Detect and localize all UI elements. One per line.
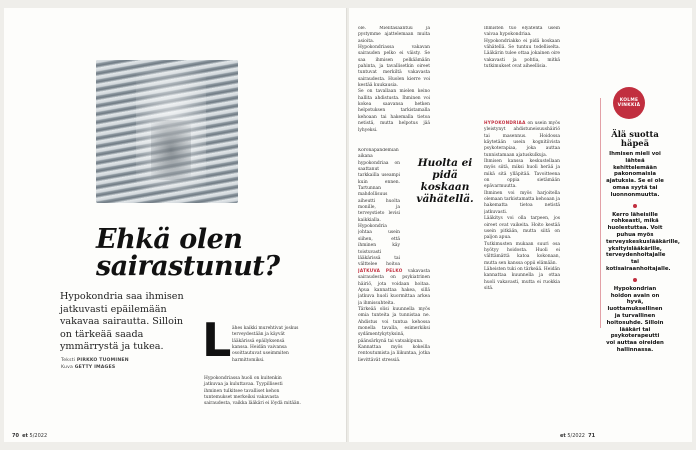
magazine-name-right: et: [560, 433, 566, 439]
bullet-dot-icon: [633, 278, 637, 282]
bullet-dot-icon: [633, 204, 637, 208]
col1-paragraph: Hypokondria johtaa usein siihen, että ihminen käy toistuvasti lääkärissä tai välttelee hoitoa: [358, 224, 400, 266]
magazine-name-left: et: [22, 433, 28, 439]
tip-item: [606, 211, 680, 273]
sidebar-rule: [600, 98, 601, 328]
folio-right: [560, 433, 595, 439]
col2-after-paragraph: Läheisten tuki on tärkeää. Heidän kannattaa kuunnella ja ottaa huoli vakavasti, mutta ei ruokkia sitä.: [484, 266, 560, 291]
tip-text: Ihmisen mieli voi lähteä kehittelemään pakonomaisia ajatuksia. Se ei ole omaa syytä tai luonnonmuutta.: [606, 151, 664, 198]
tip-item: [606, 130, 664, 199]
col1-kicker: JATKUVA PELKO: [358, 268, 403, 273]
credit-text-name: PIRKKO TUOMINEN: [76, 358, 129, 363]
window-blinds-photo: [96, 60, 238, 203]
col1-paragraph: Se on tavallaan mielen keino hallita ahdistusta. Ihminen voi kokea saavansa hetken helpotuksen tarkistamalla kehoaan tai hakemalla tietoa netistä, mutta helpotus jää lyhyeksi.: [358, 89, 430, 133]
issue-right: 5/2022: [567, 433, 585, 439]
credit-text-label: Teksti: [61, 358, 76, 363]
deck-text: Hypokondria saa ihmisen jatkuvasti epäilemään vakavaa sairautta. Silloin on tärkeää saada ymmärrystä ja tukea.: [60, 291, 184, 352]
badge-line-1: KOLME: [619, 98, 639, 103]
page-number-left: 70: [12, 433, 19, 439]
col1-after-paragraph: Kannattaa myös kokeilla rentoutumista ja liikuntaa, jotka lievittävät stressiä.: [358, 345, 430, 363]
col1-paragraph: Koronapandemian aikana hypokondriaa on saattanut tarkkailla useampi kuin ennen. Tartunnan mahdollisuus aiheutti huolta monille, ja terveystieto levisi kaikkialla.: [358, 148, 400, 223]
tips-list: [606, 129, 680, 354]
col1-after-paragraph: vakavasta sairaudesta on psykiatrinen häiriö, jota voidaan hoitaa. Apua kannattaa hakea, sillä jatkuva huoli kuormittaa arkea ja ihmissuhteita.: [358, 269, 430, 306]
column-1-bottom: [358, 268, 430, 430]
drop-cap: L: [202, 313, 232, 367]
column-1-narrow: [358, 148, 400, 266]
col2-paragraph: Hypokondriakko ei pidä koskaan vähätellä. Se tuntuu todelliselta. Lääkärin tulee ottaa jokainen oire vakavasti ja pohtia, mitkä tutkimukset ovat aiheellisia.: [484, 38, 560, 70]
col2-after-paragraph: Lääkitys voi olla tarpeen, jos oireet ovat vaikeita. Hoito kestää usein pitkään, mutta siitä on paljon apua.: [484, 216, 560, 241]
issue-left: 5/2022: [29, 433, 48, 439]
col2-paragraph: Ihmisten tuo elyatentä usein vaivaa hypokondriaa.: [484, 26, 560, 38]
lead-paragraph: ähes kaikki murehtivat joskus terveydestään ja käyvät lääkärissä epäilyksensä kanssa. Heidän vaivansa osoittautuvat useimmiten harmittomiksi.: [232, 326, 299, 363]
tip-item: [606, 286, 664, 354]
tip-text: Kerro läheisille rohkeasti, mikä huolestuttaa. Voit puhua myös terveyskeskuslääkärille, yksityislääkärille, terveydenhoitajalle tai kotisairaanhoitajalle.: [606, 211, 680, 272]
credits: [61, 358, 199, 371]
page-number-right: 71: [588, 433, 596, 439]
tips-badge: [613, 87, 645, 119]
col1-paragraph: Hypokondriassa vakavan sairauden pelko ei väisty. Se saa ihmisen pelkäämään pahinta, ja tavallisetkin oireet tuntuvat merkiltä vakavasta sairaudesta. Huolen kierre voi kestää kuukausia.: [358, 45, 430, 89]
tip-text: Hypokondrian hoidon avain on hyvä, luottamuksellinen ja turvallinen hoitosuhde. Silloin lääkäri tai psykoterapeutti voi auttaa oireiden hallinnassa.: [606, 285, 664, 353]
col2-after-paragraph: Ihminen voi myös harjoitella olemaan tarkistamatta kehoaan ja hakematta tietoa netistä jatkuvasti.: [484, 190, 560, 215]
col1-after-paragraph: Tärkeää olisi kuunnella myös omia tunteita ja tunnistaa ne. Ahdistus voi tuntua kehossa monella tavalla, esimerkiksi sydämentykytyksinä, päänsärkynä tai vatsakipuna.: [358, 307, 430, 344]
tip-heading: Älä suotta häpeä: [611, 129, 659, 148]
col1-paragraph: ole. Mielitasaantuu ja pystymme ajattelemaan muita asioita.: [358, 26, 430, 44]
col2-after-paragraph: Ihmisen kanssa keskustellaan myös siitä, miksi huoli herää ja mikä sitä ylläpitää. Tavoitteena on oppia sietämään epävarmuutta.: [484, 159, 560, 190]
credit-photo-label: Kuva: [61, 364, 74, 370]
col2-after-paragraph: Tutkimusten mukaan suuri osa hyötyy hoidosta. Huoli ei välttämättä katoa kokonaan, mutta sen kanssa oppii elämään.: [484, 241, 560, 266]
badge-line-2: VINKKIÄ: [617, 103, 641, 109]
column-2-bottom: [484, 120, 560, 430]
headline-line-1: Ehkä olen: [96, 224, 243, 255]
col2-kicker: HYPOKONDRIAA: [484, 120, 526, 125]
column-2-top: [484, 26, 560, 120]
folio-left: [12, 433, 47, 439]
headline: [96, 226, 346, 280]
photo-figure-shadow: [151, 120, 191, 180]
credit-photo-name: GETTY IMAGES: [74, 364, 116, 370]
lead-paragraph-continued: Hypokondriassa huoli on kuitenkin jatkuvaa ja kuluttavaa. Tyypillisesti ihminen tulkitsee tavalliset kehon tuntemukset merkeiksi vakavasta sairaudesta, vaikka lääkäri ei löydä mitään.: [204, 376, 301, 407]
column-1-top: [358, 26, 430, 146]
col2-after-paragraph: on usein myös yleistynyt ahdistuneisuushäiriö tai masennus. Hoidossa käytetään usein kognitiivista psykoterapiaa, joka auttaa tunnistamaan ajatuskulkuja.: [484, 121, 560, 158]
pull-quote: Huolta ei pidä koskaan vähätellä.: [416, 157, 474, 205]
headline-line-2: sairastunut?: [96, 251, 280, 282]
